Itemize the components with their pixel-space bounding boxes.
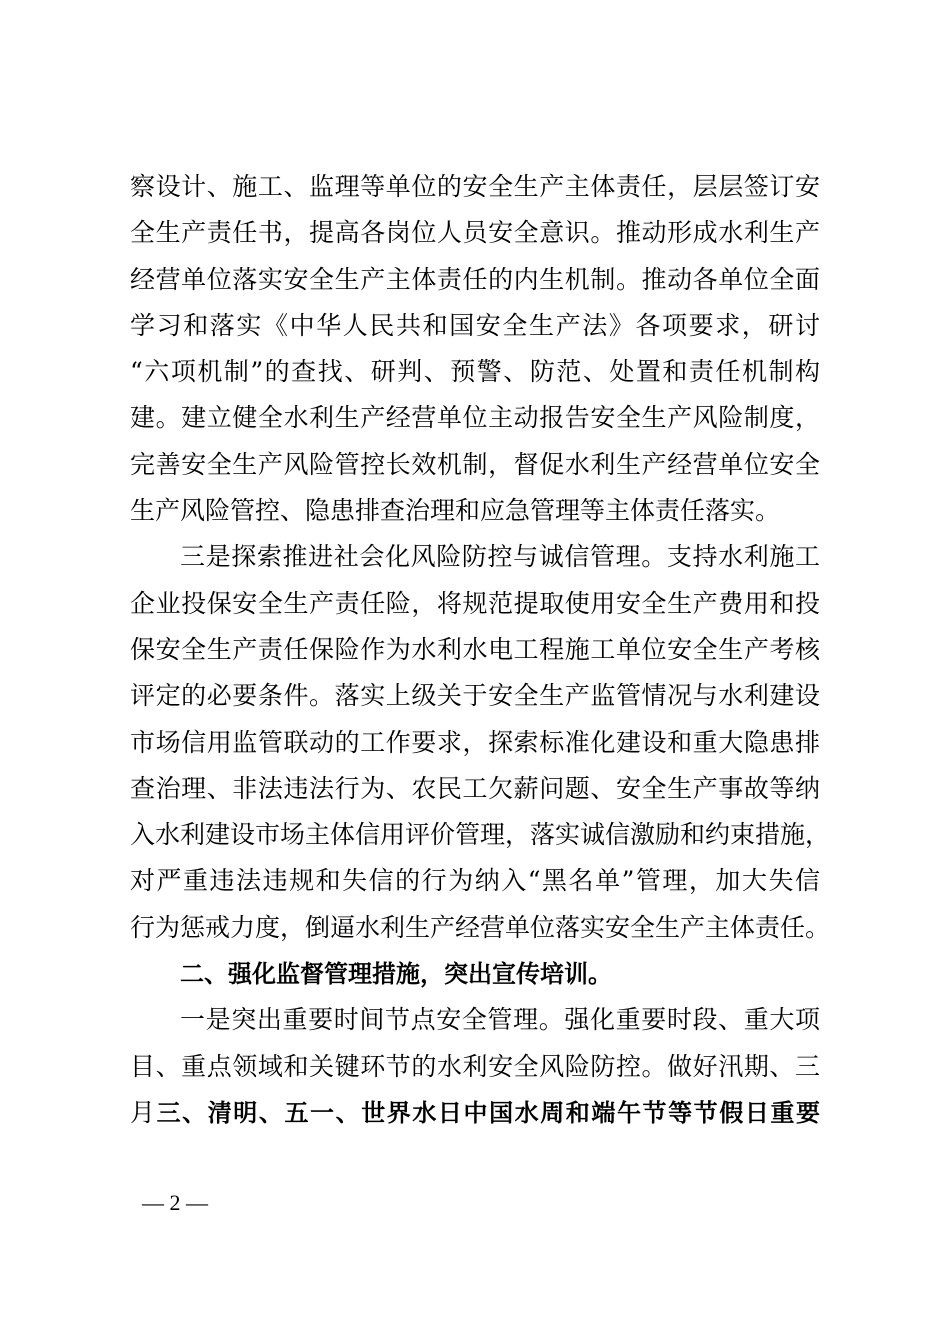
document-body: [130, 164, 831, 1136]
paragraph-credit-management: [130, 534, 831, 951]
section-heading: 二、强化监督管理措施，突出宣传培训。: [180, 960, 612, 989]
text-run-plain: 月: [130, 1097, 157, 1127]
text-line-mixed: [130, 1090, 820, 1136]
text-line: 察设计、施工、监理等单位的安全生产主体责任，层层签订安: [130, 172, 820, 201]
text-line: 学习和落实《中华人民共和国安全生产法》各项要求，研讨: [130, 310, 820, 340]
text-line: 市场信用监管联动的工作要求，探索标准化建设和重大隐患排: [130, 727, 820, 757]
text-line: 入水利建设市场主体信用评价管理，落实诚信激励和约束措施，: [130, 820, 831, 850]
text-line: 生产风险管控、隐患排查治理和应急管理等主体责任落实。: [130, 496, 781, 526]
text-line: 完善安全生产风险管控长效机制，督促水利生产经营单位安全: [130, 449, 820, 479]
text-line: 经营单位落实安全生产主体责任的内生机制。推动各单位全面: [130, 264, 820, 294]
text-line: 查治理、非法违法行为、农民工欠薪问题、安全生产事故等纳: [130, 773, 820, 803]
text-line: 一是突出重要时间节点安全管理。强化重要时段、重大项: [180, 1005, 820, 1035]
text-line: 对严重违法违规和失信的行为纳入“黑名单”管理，加大失信: [130, 866, 820, 896]
text-run-bold: 三、清明、五一、世界水日中国水周和端午节等节假日重要: [156, 1098, 820, 1127]
text-line: 全生产责任书，提高各岗位人员安全意识。推动形成水利生产: [130, 218, 820, 248]
text-line: 目、重点领域和关键环节的水利安全风险防控。做好汛期、三: [130, 1051, 820, 1081]
paragraph-key-periods: [130, 997, 820, 1136]
text-line: 三是探索推进社会化风险防控与诚信管理。支持水利施工: [180, 542, 820, 572]
text-line: “六项机制”的查找、研判、预警、防范、处置和责任机制构: [130, 357, 820, 387]
text-line: 保安全生产责任保险作为水利水电工程施工单位安全生产考核: [130, 634, 820, 664]
text-line: 企业投保安全生产责任险，将规范提取使用安全生产费用和投: [130, 588, 820, 618]
paragraph-responsibility: [130, 164, 820, 534]
text-line: 行为惩戒力度，倒逼水利生产经营单位落实安全生产主体责任。: [130, 912, 831, 942]
page-number: — 2 —: [142, 1190, 208, 1215]
text-line: 评定的必要条件。落实上级关于安全生产监管情况与水利建设: [130, 681, 820, 711]
text-line: 建。建立健全水利生产经营单位主动报告安全生产风险制度，: [130, 403, 820, 433]
